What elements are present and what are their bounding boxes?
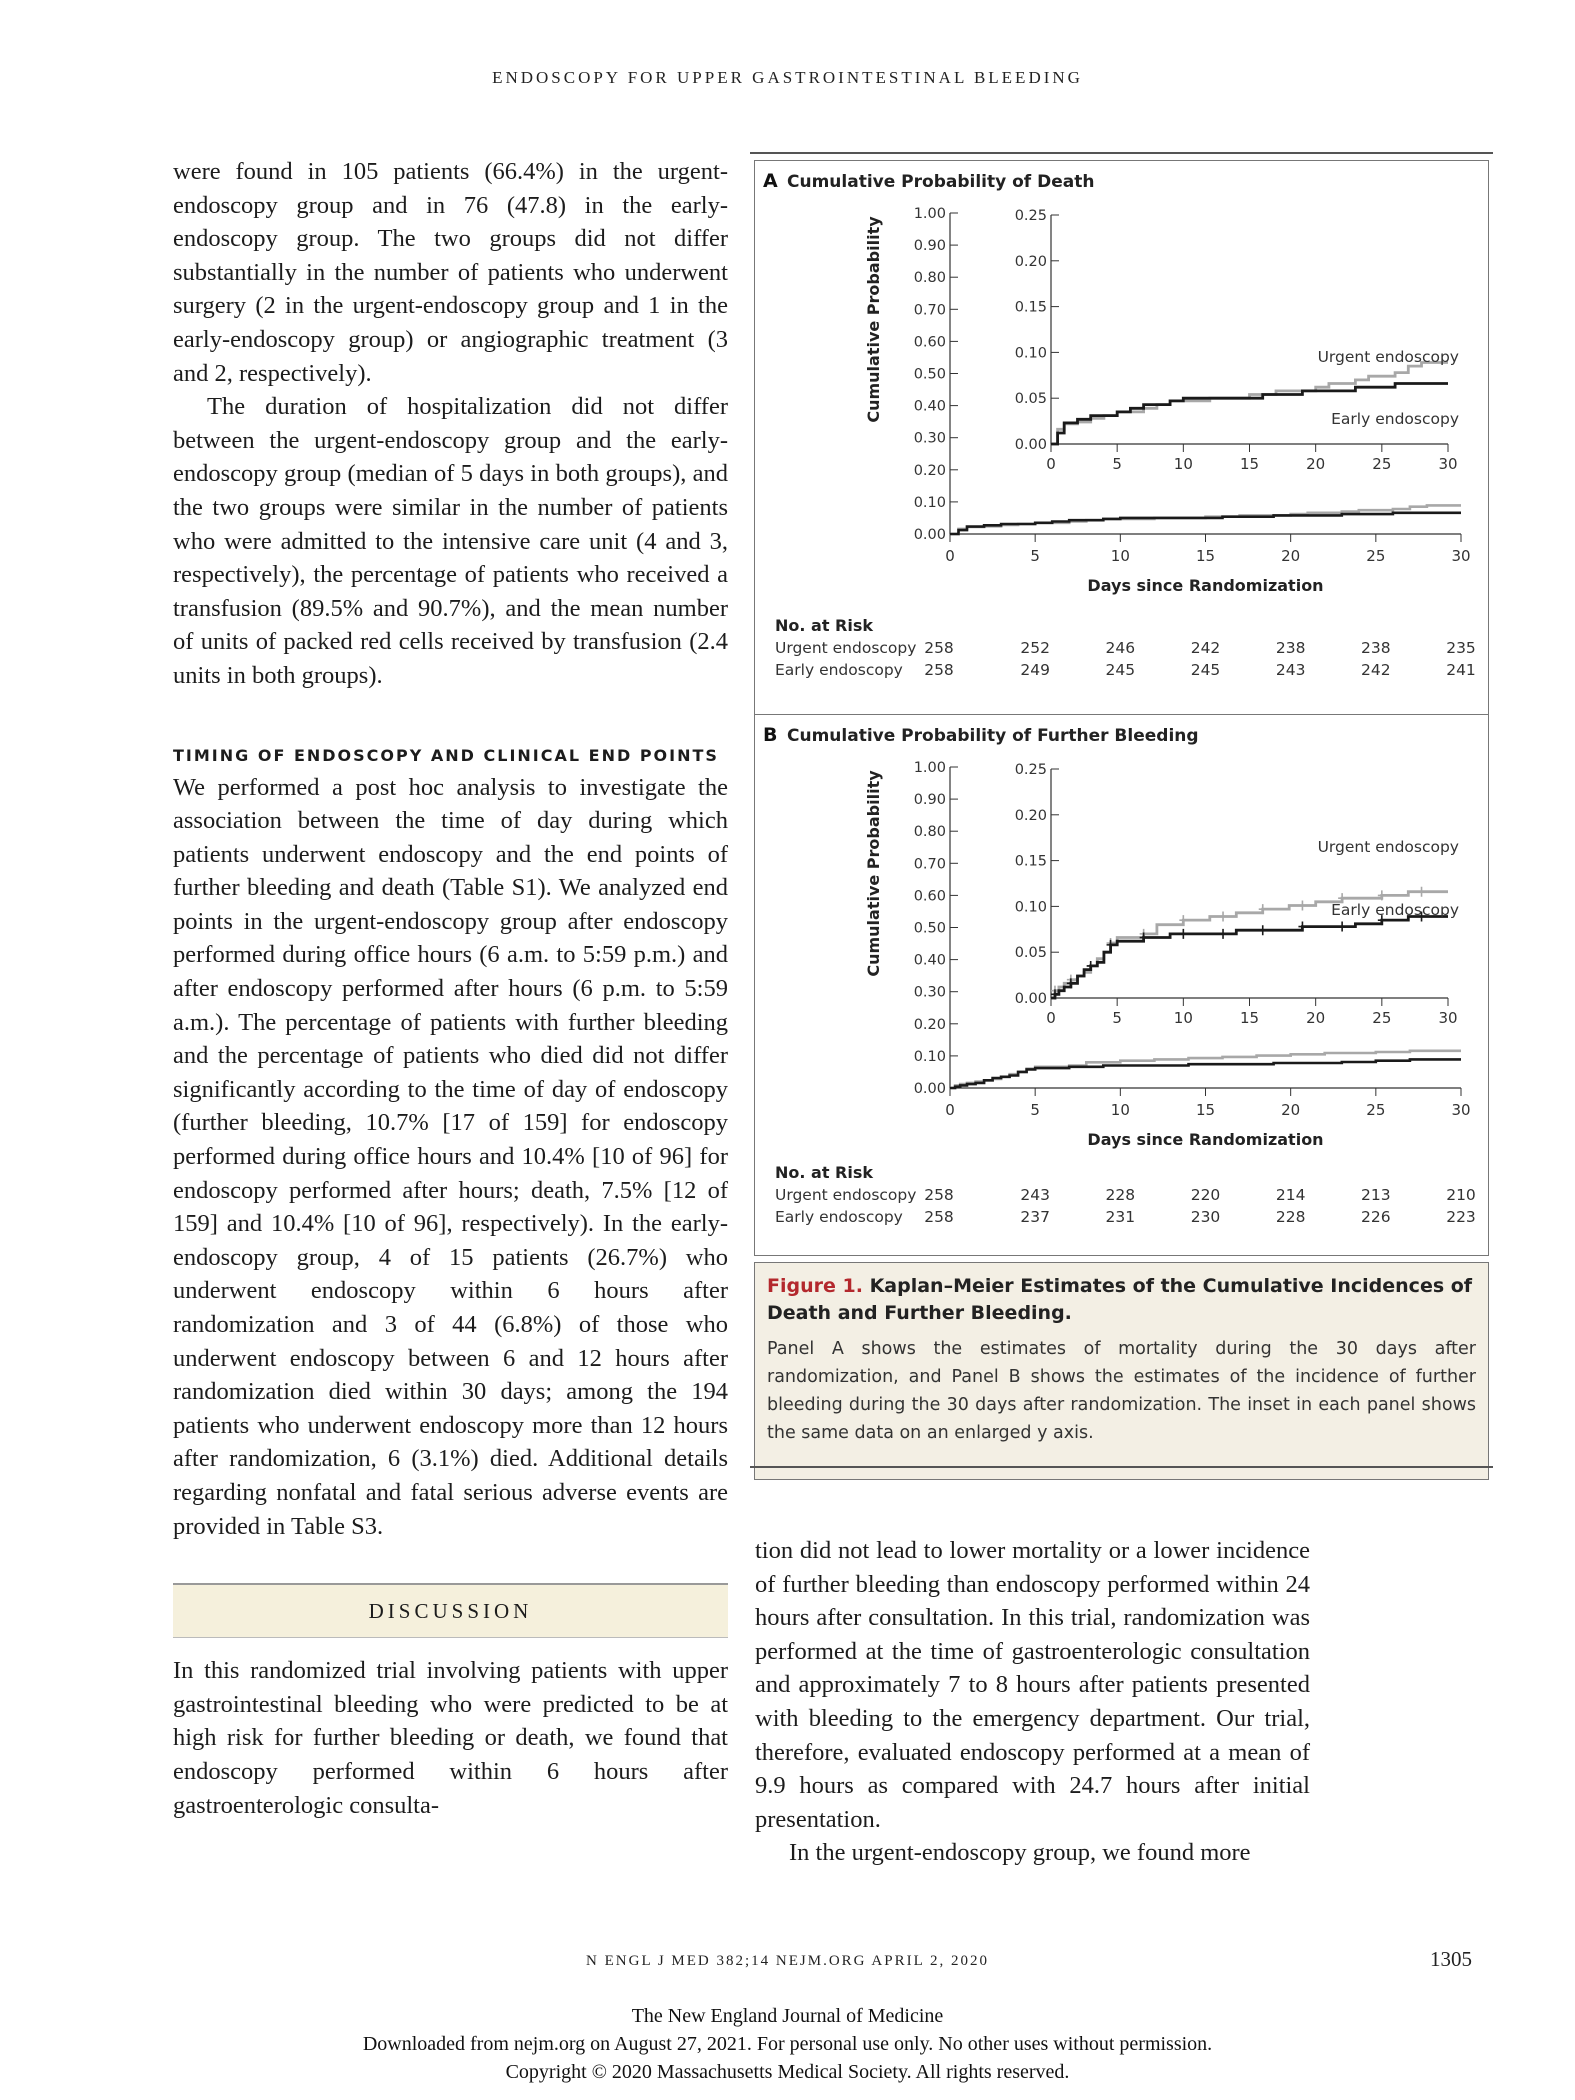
y-tick-label: 0.60 [913, 334, 946, 351]
inset-x-tick-label: 5 [1112, 1009, 1122, 1027]
y-tick-label: 0.00 [913, 527, 946, 543]
inset-x-tick-label: 5 [1112, 455, 1122, 473]
at-risk-value: 249 [1020, 661, 1050, 679]
panel-title: Cumulative Probability of Death [787, 172, 1095, 192]
x-axis-label: Days since Randomization [1087, 576, 1324, 595]
at-risk-value: 214 [1275, 1186, 1306, 1204]
panel-letter: B [763, 724, 778, 746]
right-paragraph-2: In the urgent-endoscopy group, we found more [789, 1839, 1251, 1867]
x-tick-label: 5 [1030, 547, 1040, 565]
x-tick-label: 10 [1110, 547, 1130, 565]
panel-b-box [754, 714, 1489, 1256]
download-notice [0, 2002, 1575, 2086]
y-tick-label: 0.30 [913, 430, 946, 447]
left-paragraph-4: In this randomized trial involving patients with upper gastrointestinal bleeding who were predicted to be at high risk for further bleeding or death, we found that endoscopy performed within 6 hours after gastroenterologic consulta- [173, 1657, 728, 1819]
inset-y-tick-label: 0.15 [1014, 853, 1047, 870]
inset-x-tick-label: 25 [1372, 455, 1392, 473]
at-risk-value: 241 [1446, 661, 1476, 679]
series-label-urgent: Urgent endoscopy [1317, 838, 1459, 856]
at-risk-title: No. at Risk [775, 616, 874, 635]
x-tick-label: 5 [1030, 1101, 1040, 1119]
series-label-urgent: Urgent endoscopy [1317, 348, 1459, 366]
x-tick-label: 0 [945, 1101, 955, 1119]
y-tick-label: 0.10 [913, 494, 946, 511]
at-risk-value: 238 [1361, 639, 1391, 657]
at-risk-value: 237 [1020, 1208, 1050, 1226]
at-risk-value: 243 [1275, 661, 1306, 679]
y-tick-label: 0.40 [913, 952, 946, 969]
censor-mark [1219, 911, 1227, 921]
inset-x-tick-label: 20 [1306, 1009, 1326, 1027]
y-tick-label: 0.80 [913, 270, 946, 287]
y-axis-label: Cumulative Probability [864, 770, 883, 977]
inset-x-tick-label: 30 [1438, 455, 1458, 473]
x-axis-label: Days since Randomization [1087, 1130, 1324, 1149]
at-risk-value: 210 [1446, 1186, 1476, 1204]
at-risk-value: 238 [1275, 639, 1306, 657]
inset-x-tick-label: 10 [1173, 455, 1193, 473]
inset-y-tick-label: 0.20 [1014, 807, 1047, 824]
inset-y-tick-label: 0.25 [1014, 762, 1047, 778]
series-label-early: Early endoscopy [1331, 901, 1459, 919]
at-risk-value: 246 [1105, 639, 1136, 657]
y-tick-label: 0.40 [913, 398, 946, 415]
caption-title [767, 1273, 1476, 1327]
panel-title: Cumulative Probability of Further Bleeding [787, 726, 1199, 746]
inset-y-tick-label: 0.00 [1014, 991, 1047, 1007]
y-tick-label: 0.00 [913, 1081, 946, 1097]
y-tick-label: 1.00 [913, 760, 946, 776]
at-risk-row-label: Urgent endoscopy [775, 1186, 917, 1204]
at-risk-value: 242 [1361, 661, 1391, 679]
download-journal-name: The New England Journal of Medicine [631, 2005, 944, 2027]
y-tick-label: 0.10 [913, 1048, 946, 1065]
at-risk-value: 243 [1020, 1186, 1050, 1204]
caption-label: Figure 1. [767, 1275, 863, 1297]
y-tick-label: 0.70 [913, 856, 946, 873]
y-tick-label: 0.50 [913, 920, 946, 937]
censor-mark [1259, 925, 1267, 935]
y-tick-label: 0.60 [913, 888, 946, 905]
inset-y-tick-label: 0.05 [1014, 391, 1047, 408]
at-risk-value: 258 [924, 1186, 954, 1204]
at-risk-value: 252 [1020, 639, 1050, 657]
journal-footer: N ENGL J MED 382;14 NEJM.ORG APRIL 2, 2020 [586, 1953, 989, 1969]
download-statement: Downloaded from nejm.org on August 27, 2021. For personal use only. No other uses without permission. [362, 2033, 1213, 2055]
caption-heading: Kaplan–Meier Estimates of the Cumulative Incidences of Death and Further Bleeding. [767, 1275, 1473, 1324]
censor-mark [1338, 922, 1346, 932]
at-risk-value: 242 [1190, 639, 1221, 657]
inset-x-tick-label: 20 [1306, 455, 1326, 473]
right-column [755, 1534, 1310, 1870]
x-tick-label: 30 [1451, 1101, 1471, 1119]
inset-x-tick-label: 10 [1173, 1009, 1193, 1027]
inset-x-tick-label: 15 [1239, 455, 1260, 473]
inset-y-tick-label: 0.00 [1014, 437, 1047, 453]
page-number: 1305 [1430, 1947, 1472, 1971]
discussion-heading: DISCUSSION [173, 1583, 728, 1638]
x-tick-label: 25 [1366, 1101, 1386, 1119]
at-risk-value: 245 [1105, 661, 1136, 679]
panel-a-box [754, 160, 1489, 715]
at-risk-value: 220 [1190, 1186, 1221, 1204]
panel-a-chart [755, 161, 1488, 714]
at-risk-row-label: Early endoscopy [775, 1208, 903, 1226]
at-risk-value: 226 [1361, 1208, 1391, 1226]
inset-x-tick-label: 25 [1372, 1009, 1392, 1027]
inset-y-tick-label: 0.20 [1014, 253, 1047, 270]
at-risk-value: 245 [1190, 661, 1221, 679]
at-risk-value: 213 [1361, 1186, 1391, 1204]
censor-mark [1418, 887, 1426, 897]
left-paragraph-2: The duration of hospitalization did not differ between the urgent-endoscopy group and the early-endoscopy group (median of 5 days in both groups), and the two groups were similar in the number of patients who were admitted to the intensive care unit (4 and 3, respectively), the percentage of patients who received a transfusion (89.5% and 90.7%), and the mean number of units of packed red cells received by transfusion (2.4 units in both groups). [173, 393, 728, 689]
x-tick-label: 25 [1366, 547, 1386, 565]
y-tick-label: 0.80 [913, 824, 946, 841]
at-risk-title: No. at Risk [775, 1163, 874, 1182]
left-paragraph-1: were found in 105 patients (66.4%) in the urgent-endoscopy group and in 76 (47.8) in the early-endoscopy group. The two groups did not differ substantially in the number of patients who underwent surgery (2 in the urgent-endoscopy group and 1 in the early-endoscopy group) or angiographic treatment (3 and 2, respectively). [173, 158, 728, 387]
main-curve-early-endoscopy [950, 1059, 1461, 1088]
left-column [173, 155, 728, 1822]
inset-x-tick-label: 0 [1046, 1009, 1056, 1027]
y-tick-label: 0.30 [913, 984, 946, 1001]
censor-mark [1298, 900, 1306, 910]
at-risk-value: 258 [924, 639, 954, 657]
running-head: ENDOSCOPY FOR UPPER GASTROINTESTINAL BLEEDING [492, 68, 1083, 87]
y-tick-label: 0.20 [913, 462, 946, 479]
y-tick-label: 0.20 [913, 1016, 946, 1033]
inset-curve-urgent-endoscopy [1051, 363, 1448, 445]
inset-y-tick-label: 0.25 [1014, 208, 1047, 224]
y-tick-label: 0.90 [913, 792, 946, 809]
inset-curve-early-endoscopy [1051, 917, 1448, 999]
inset-y-tick-label: 0.10 [1014, 899, 1047, 916]
y-tick-label: 1.00 [913, 206, 946, 222]
caption-body: Panel A shows the estimates of mortality during the 30 days after randomization, and Panel B shows the estimates of the incidence of further bleeding during the 30 days after randomization. The inset in each panel shows the same data on an enlarged y axis. [767, 1339, 1476, 1443]
at-risk-value: 228 [1105, 1186, 1136, 1204]
at-risk-value: 223 [1446, 1208, 1476, 1226]
copyright-statement: Copyright © 2020 Massachusetts Medical Society. All rights reserved. [505, 2061, 1070, 2083]
inset-x-tick-label: 0 [1046, 455, 1056, 473]
x-tick-label: 30 [1451, 547, 1471, 565]
figure-caption [754, 1262, 1489, 1480]
x-tick-label: 10 [1110, 1101, 1130, 1119]
at-risk-value: 230 [1190, 1208, 1221, 1226]
y-axis-label: Cumulative Probability [864, 216, 883, 423]
panel-b-chart [755, 715, 1488, 1255]
x-tick-label: 20 [1281, 1101, 1301, 1119]
right-paragraph-1: tion did not lead to lower mortality or a lower incidence of further bleeding than endoscopy performed within 24 hours after consultation. In this trial, randomization was performed at the time of gastroenterologic consultation and approximately 7 to 8 hours after patients presented with bleeding to the emergency department. Our trial, therefore, evaluated endoscopy performed at a mean of 9.9 hours as compared with 24.7 hours after initial presentation. [755, 1537, 1310, 1833]
censor-mark [1107, 940, 1115, 950]
x-tick-label: 15 [1195, 547, 1216, 565]
figure-1 [750, 152, 1493, 1472]
x-tick-label: 20 [1281, 547, 1301, 565]
at-risk-value: 235 [1446, 639, 1476, 657]
inset-y-tick-label: 0.10 [1014, 345, 1047, 362]
figure-bottom-rule [750, 1466, 1493, 1468]
figure-top-rule [750, 152, 1493, 154]
at-risk-row-label: Urgent endoscopy [775, 639, 917, 657]
x-tick-label: 0 [945, 547, 955, 565]
at-risk-value: 228 [1275, 1208, 1306, 1226]
inset-y-tick-label: 0.15 [1014, 299, 1047, 316]
left-paragraph-3: We performed a post hoc analysis to investigate the association between the time of day during which patients underwent endoscopy and the end points of further bleeding and death (Table S1). We analyzed end points in the urgent-endoscopy group after endoscopy performed during office hours (6 a.m. to 5:59 p.m.) and after endoscopy performed after hours (6 p.m. to 5:59 a.m.). The percentage of patients with further bleeding and the percentage of patients who died did not differ significantly according to the time of day of endoscopy (further bleeding, 10.7% [17 of 159] for endoscopy performed during office hours and 10.4% [10 of 96] for endoscopy performed after hours; death, 7.5% [12 of 159] and 10.4% [10 of 96], respectively). In the early-endoscopy group, 4 of 15 patients (26.7%) who underwent endoscopy within 6 hours after randomization and 3 of 44 (6.8%) of those who underwent endoscopy between 6 and 12 hours after randomization died within 30 days; among the 194 patients who underwent endoscopy more than 12 hours after randomization, 6 (3.1%) died. Additional details regarding nonfatal and fatal serious adverse events are provided in Table S3. [173, 773, 728, 1540]
at-risk-row-label: Early endoscopy [775, 661, 903, 679]
inset-x-tick-label: 30 [1438, 1009, 1458, 1027]
series-label-early: Early endoscopy [1331, 410, 1459, 428]
at-risk-value: 258 [924, 1208, 954, 1226]
y-tick-label: 0.90 [913, 238, 946, 255]
panel-letter: A [763, 170, 778, 192]
x-tick-label: 15 [1195, 1101, 1216, 1119]
censor-mark [1179, 929, 1187, 939]
main-curve-urgent-endoscopy [950, 505, 1461, 534]
y-tick-label: 0.70 [913, 302, 946, 319]
section-subheading: TIMING OF ENDOSCOPY AND CLINICAL END POINTS [173, 745, 719, 765]
inset-x-tick-label: 15 [1239, 1009, 1260, 1027]
at-risk-value: 258 [924, 661, 954, 679]
censor-mark [1219, 929, 1227, 939]
y-tick-label: 0.50 [913, 366, 946, 383]
at-risk-value: 231 [1105, 1208, 1136, 1226]
inset-y-tick-label: 0.05 [1014, 945, 1047, 962]
